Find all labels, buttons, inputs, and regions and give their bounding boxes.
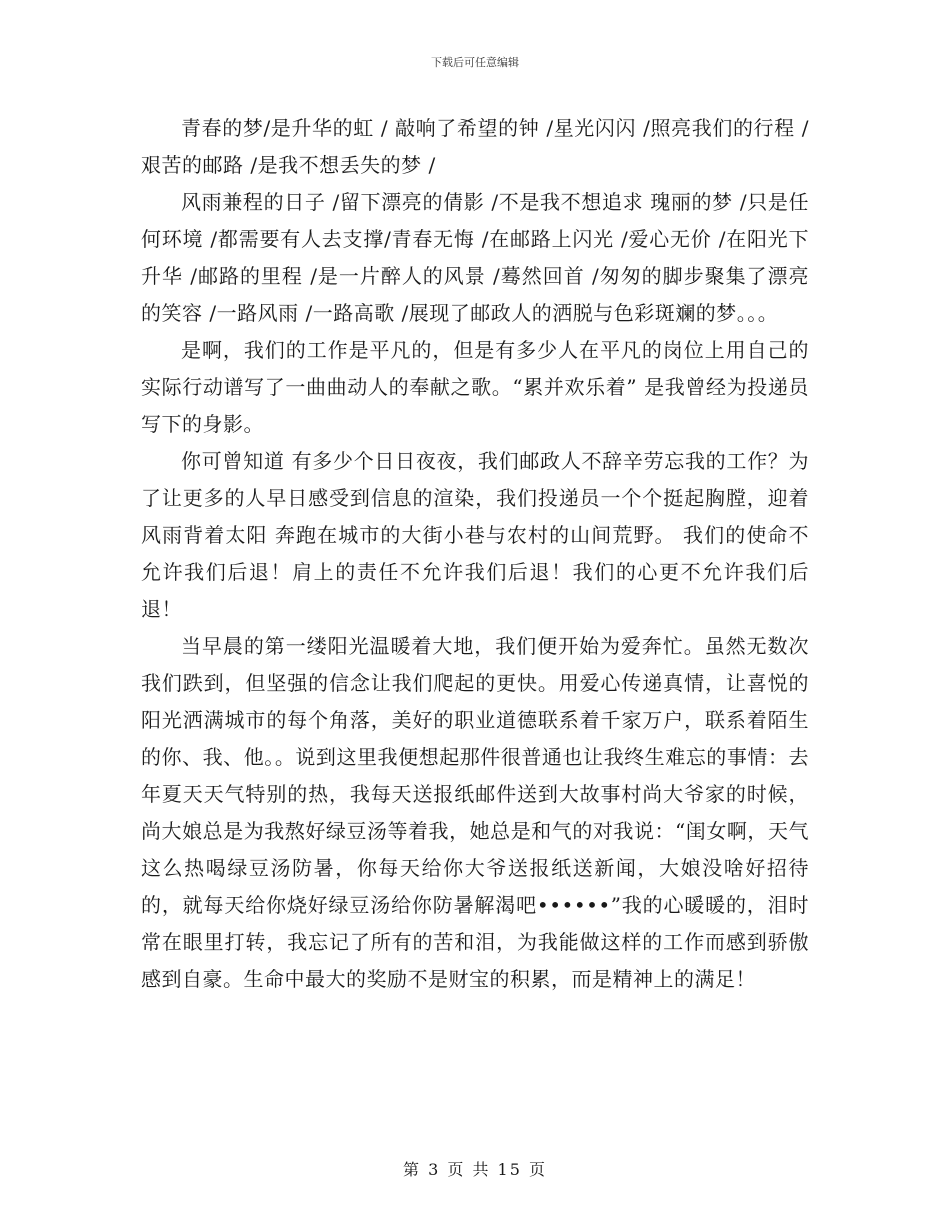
paragraph-4: 你可曾知道 有多少个日日夜夜，我们邮政人不辞辛劳忘我的工作？为了让更多的人早日感受到信息的渲染，我们投递员一个个挺起胸膛，迎着风雨背着太阳 奔跑在城市的大街小巷与农村的山间荒野。 我们的使命不允许我们后退！肩上的责任不允许我们后退！我们的心更不允许我们后退！ bbox=[141, 449, 809, 621]
page-header: 下载后可任意编辑 bbox=[431, 56, 519, 69]
paragraph-5: 当早晨的第一缕阳光温暖着大地，我们便开始为爱奔忙。虽然无数次我们跌到，但坚强的信念让我们爬起的更快。用爱心传递真情，让喜悦的阳光洒满城市的每个角落，美好的职业道德联系着千家万户，联系着陌生的你、我、他。。说到这里我便想起那件很普通也让我终生难忘的事情：去年夏天天气特别的热，我每天送报纸邮件送到大故事村尚大爷家的时候，尚大娘总是为我熬好绿豆汤等着我，她总是和气的对我说：“闺女啊，天气这么热喝绿豆汤防暑，你每天给你大爷送报纸送新闻，大娘没啥好招待的，就每天给你烧好绿豆汤给你防暑解渴吧••••••”我的心暖暖的，泪时常在眼里打转，我忘记了所有的苦和泪，为我能做这样的工作而感到骄傲感到自豪。生命中最大的奖励不是财宝的积累，而是精神上的满足！ bbox=[141, 634, 809, 991]
page-number-footer: 第 3 页 共 15 页 bbox=[403, 1160, 547, 1179]
document-body bbox=[141, 110, 809, 998]
paragraph-1: 青春的梦/是升华的虹 / 敲响了希望的钟 /星光闪闪 /照亮我们的行程 /艰苦的邮路 /是我不想丢失的梦 / bbox=[141, 116, 809, 177]
paragraph-3: 是啊，我们的工作是平凡的，但是有多少人在平凡的岗位上用自己的实际行动谱写了一曲曲动人的奉献之歌。“累并欢乐着” 是我曾经为投递员写下的身影。 bbox=[141, 338, 809, 436]
paragraph-2: 风雨兼程的日子 /留下漂亮的倩影 /不是我不想追求 瑰丽的梦 /只是任何环境 /都需要有人去支撑/青春无悔 /在邮路上闪光 /爱心无价 /在阳光下升华 /邮路的里程 /是一片醉人的风景 /蓦然回首 /匆匆的脚步聚集了漂亮的笑容 /一路风雨 /一路高歌 /展现了邮政人的洒脱与色彩斑斓的梦。。。 bbox=[141, 190, 809, 325]
